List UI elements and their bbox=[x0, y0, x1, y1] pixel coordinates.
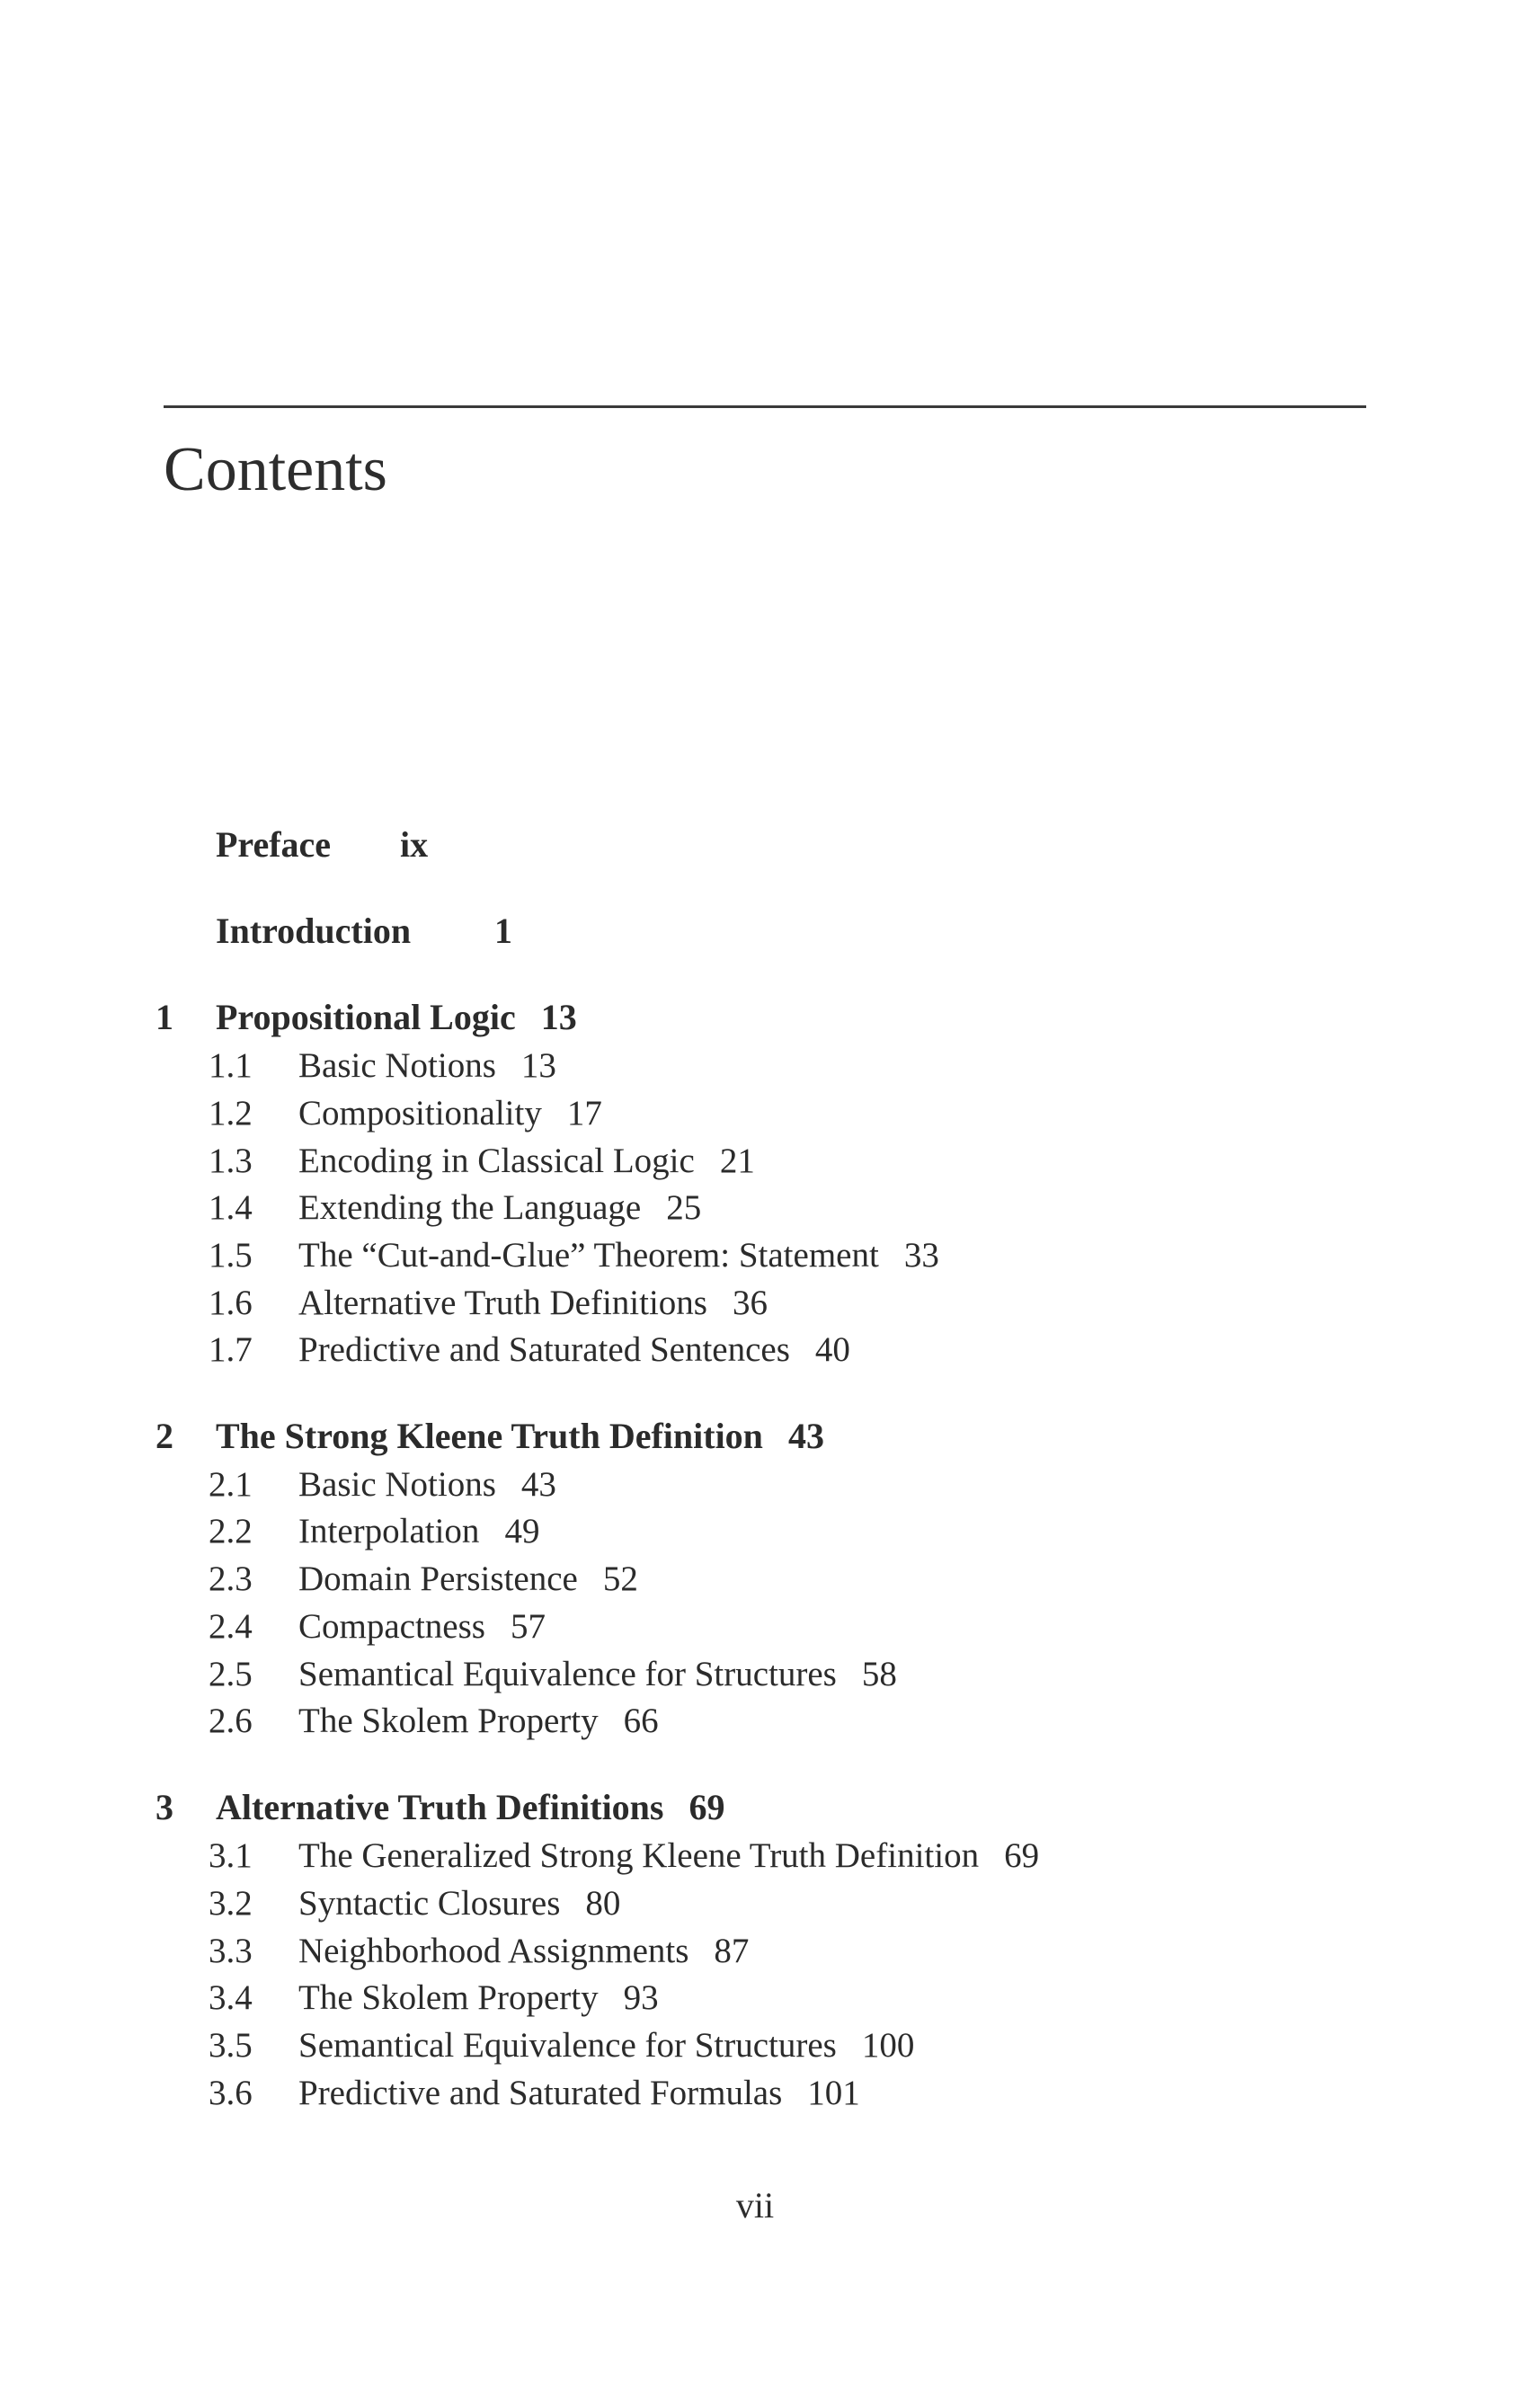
toc-entry-title: Introduction bbox=[216, 911, 412, 951]
section-number: 1.5 bbox=[209, 1236, 253, 1275]
page-title: Contents bbox=[164, 435, 387, 504]
section-title: Interpolation 49 bbox=[298, 1512, 540, 1551]
chapter-title: Alternative Truth Definitions 69 bbox=[216, 1787, 725, 1827]
section-page: 25 bbox=[666, 1188, 702, 1227]
section-title: The Skolem Property 66 bbox=[298, 1702, 659, 1740]
section-title: Compositionality 17 bbox=[298, 1094, 602, 1133]
section-title: Compactness 57 bbox=[298, 1607, 546, 1646]
section-page: 43 bbox=[520, 1465, 556, 1504]
section-number: 3.3 bbox=[209, 1932, 253, 1970]
section-title: The “Cut-and-Glue” Theorem: Statement 33 bbox=[298, 1236, 939, 1275]
heading-rule bbox=[164, 405, 1366, 408]
section-title: Semantical Equivalence for Structures 100 bbox=[298, 2026, 915, 2065]
section-title: Basic Notions 13 bbox=[298, 1046, 556, 1085]
toc-entry-page: ix bbox=[400, 824, 429, 865]
section-title: The Generalized Strong Kleene Truth Definition 69 bbox=[298, 1836, 1040, 1875]
section-number: 3.6 bbox=[209, 2074, 253, 2112]
section-page: 100 bbox=[861, 2026, 915, 2065]
section-number: 2.4 bbox=[209, 1607, 253, 1646]
chapter-title: The Strong Kleene Truth Definition 43 bbox=[216, 1416, 824, 1456]
section-title: Basic Notions 43 bbox=[298, 1465, 556, 1504]
section-number: 2.1 bbox=[209, 1465, 253, 1504]
chapter-page: 13 bbox=[540, 997, 577, 1037]
section-number: 2.5 bbox=[209, 1655, 253, 1693]
section-page: 40 bbox=[814, 1330, 850, 1369]
section-number: 1.3 bbox=[209, 1142, 253, 1180]
chapter-page: 43 bbox=[787, 1416, 824, 1456]
section-page: 36 bbox=[732, 1284, 768, 1322]
section-number: 3.1 bbox=[209, 1836, 253, 1875]
section-number: 1.1 bbox=[209, 1046, 253, 1085]
section-title: Alternative Truth Definitions 36 bbox=[298, 1284, 768, 1322]
section-title: The Skolem Property 93 bbox=[298, 1978, 659, 2017]
section-number: 1.2 bbox=[209, 1094, 253, 1133]
section-title: Encoding in Classical Logic 21 bbox=[298, 1142, 755, 1180]
page-number: vii bbox=[735, 2185, 775, 2226]
section-page: 80 bbox=[585, 1884, 621, 1923]
chapter-number: 1 bbox=[155, 997, 173, 1037]
toc-entry-title: Preface bbox=[216, 824, 332, 865]
section-title: Extending the Language 25 bbox=[298, 1188, 702, 1227]
section-title: Neighborhood Assignments 87 bbox=[298, 1932, 750, 1970]
chapter-page: 69 bbox=[688, 1787, 725, 1827]
chapter-title: Propositional Logic 13 bbox=[216, 997, 577, 1037]
section-title: Domain Persistence 52 bbox=[298, 1559, 638, 1598]
section-title: Predictive and Saturated Sentences 40 bbox=[298, 1330, 850, 1369]
section-page: 33 bbox=[903, 1236, 939, 1275]
section-title: Semantical Equivalence for Structures 58 bbox=[298, 1655, 897, 1693]
section-title: Syntactic Closures 80 bbox=[298, 1884, 621, 1923]
section-page: 21 bbox=[719, 1142, 755, 1180]
section-page: 66 bbox=[623, 1702, 659, 1740]
section-number: 2.6 bbox=[209, 1702, 253, 1740]
section-page: 101 bbox=[807, 2074, 860, 2112]
section-number: 1.4 bbox=[209, 1188, 253, 1227]
section-number: 1.6 bbox=[209, 1284, 253, 1322]
section-page: 52 bbox=[602, 1559, 638, 1598]
section-page: 87 bbox=[714, 1932, 750, 1970]
section-page: 93 bbox=[623, 1978, 659, 2017]
section-title: Predictive and Saturated Formulas 101 bbox=[298, 2074, 860, 2112]
section-number: 3.2 bbox=[209, 1884, 253, 1923]
chapter-number: 2 bbox=[155, 1416, 173, 1456]
toc-entry-page: 1 bbox=[494, 911, 512, 951]
section-number: 1.7 bbox=[209, 1330, 253, 1369]
section-page: 69 bbox=[1004, 1836, 1040, 1875]
section-page: 17 bbox=[566, 1094, 602, 1133]
section-number: 2.2 bbox=[209, 1512, 253, 1551]
section-number: 3.4 bbox=[209, 1978, 253, 2017]
section-page: 13 bbox=[520, 1046, 556, 1085]
section-page: 49 bbox=[504, 1512, 540, 1551]
section-number: 3.5 bbox=[209, 2026, 253, 2065]
section-page: 57 bbox=[510, 1607, 546, 1646]
chapter-number: 3 bbox=[155, 1787, 173, 1827]
section-number: 2.3 bbox=[209, 1559, 253, 1598]
section-page: 58 bbox=[861, 1655, 897, 1693]
